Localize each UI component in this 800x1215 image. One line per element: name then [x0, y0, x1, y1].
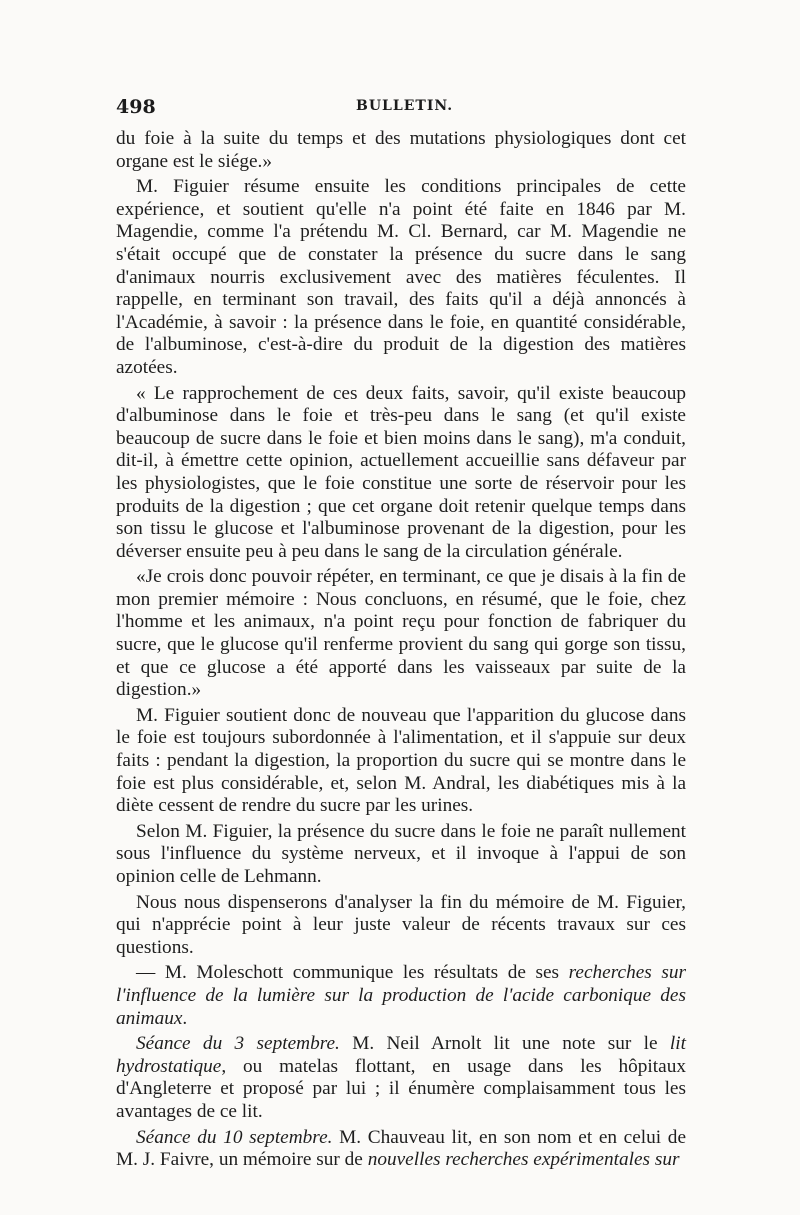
paragraph-text: — M. Moleschott communique les résultats de ses: [136, 962, 569, 984]
session-date: Séance du 10 septembre.: [136, 1126, 333, 1148]
paragraph: [116, 962, 686, 1030]
session-date: Séance du 3 septembre.: [136, 1033, 340, 1055]
paragraph: M. Figuier soutient donc de nouveau que l'apparition du glucose dans le foie est toujours subordonnée à l'alimentation, et il s'appuie sur deux faits : pendant la digestion, la proportion du sucre qui se montre dans le foie est plus considérable, et, selon M. Andral, les diabétiques mis à la diète cessent de rendre du sucre par les urines.: [116, 704, 686, 817]
paragraph: «Je crois donc pouvoir répéter, en terminant, ce que je disais à la fin de mon premier mémoire : Nous concluons, en résumé, que le foie, chez l'homme et les animaux, n'a point reçu pour fonction de fabriquer du sucre, que le glucose qu'il renferme provient du sang qui gorge son tissu, et que ce glucose a été apporté dans les vaisseaux par suite de la digestion.»: [116, 566, 686, 701]
paragraph-text: M. Chauveau lit, en son nom et en celui de M. J. Faivre, un mémoire sur de: [116, 1126, 686, 1171]
paragraph-text: , ou matelas flottant, en usage dans les hôpitaux d'Angleterre et proposé par lui ; il énumère complaisamment tous les avantages de ce lit.: [116, 1055, 686, 1122]
paragraph: du foie à la suite du temps et des mutations physiologiques dont cet organe est le siége.»: [116, 128, 686, 172]
paragraph: [116, 1033, 686, 1123]
italic-title: recherches sur l'influence de la lumière sur la production de l'acide carbonique des animaux: [116, 962, 686, 1029]
body-text: [116, 128, 686, 1172]
paragraph: « Le rapprochement de ces deux faits, savoir, qu'il existe beaucoup d'albuminose dans le foie et très-peu dans le sang (et qu'il existe beaucoup de sucre dans le foie et bien moins dans le sang), m'a conduit, dit-il, à émettre cette opinion, actuellement accueillie sans défaveur par les physiologistes, que le foie constitue une sorte de réservoir pour les produits de la digestion ; que cet organe doit retenir quelque temps dans son tissu le glucose et l'albuminose provenant de la digestion, pour les déverser ensuite peu à peu dans le sang de la circulation générale.: [116, 382, 686, 562]
paragraph: M. Figuier résume ensuite les conditions principales de cette expérience, et soutient qu'elle n'a point été faite en 1846 par M. Magendie, comme l'a prétendu M. Cl. Bernard, car M. Magendie ne s'était occupé que de constater la présence du sucre dans le sang d'animaux nourris exclusivement avec des matières féculentes. Il rappelle, en terminant son travail, des faits qu'il a déjà annoncés à l'Académie, à savoir : la présence dans le foie, en quantité considérable, de l'albuminose, c'est-à-dire du produit de la digestion des matières azotées.: [116, 176, 686, 378]
paragraph: [116, 1127, 686, 1172]
paragraph-text: M. Neil Arnolt lit une note sur le: [339, 1033, 670, 1055]
paragraph-text: .: [182, 1007, 188, 1029]
page-number: 498: [116, 96, 156, 118]
paragraph: Selon M. Figuier, la présence du sucre dans le foie ne paraît nullement sous l'influence du système nerveux, et il invoque à l'appui de son opinion celle de Lehmann.: [116, 820, 686, 887]
italic-title: lit hydrostatique: [116, 1033, 686, 1077]
running-head: BULLETIN.: [356, 98, 454, 114]
paragraph: Nous nous dispenserons d'analyser la fin du mémoire de M. Figuier, qui n'apprécie point à leur juste valeur de récents travaux sur ces questions.: [116, 891, 686, 958]
italic-title: nouvelles recherches expérimentales sur: [367, 1149, 680, 1171]
page-header: [116, 96, 686, 122]
